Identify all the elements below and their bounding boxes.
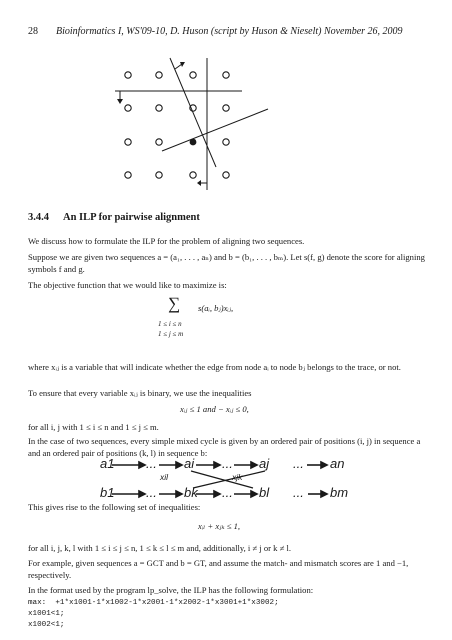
arrowhead [321, 491, 327, 497]
seq-b-node: b1 [100, 485, 115, 500]
grid-node [190, 72, 196, 78]
arrowhead [176, 462, 182, 468]
sum-condition: 1 ≤ j ≤ m [158, 330, 184, 338]
code-line: x1002<1; [28, 621, 65, 629]
objective-term: s(aᵢ, bⱼ)xᵢⱼ, [198, 303, 234, 313]
arrowhead [197, 180, 201, 186]
seq-a-node: an [330, 456, 345, 471]
code-line: max: +1*x1001-1*x1002-1*x2001-1*x2002-1*x3001+1*x3002; [28, 599, 279, 607]
seq-a-node: a1 [100, 456, 115, 471]
alignment-grid-figure [100, 55, 280, 195]
seq-a-node: ai [184, 456, 195, 471]
grid-node [125, 72, 131, 78]
grid-node [125, 105, 131, 111]
grid-node [156, 105, 162, 111]
arrowhead [176, 491, 182, 497]
running-header [28, 26, 403, 37]
cycle-arrows [95, 455, 355, 505]
paragraph: For example, given sequences a = GCT and b = GT, and assume the match- and mismatch scores are 1 and −1, respectively. [28, 558, 409, 580]
paragraph: Suppose we are given two sequences a = (a₁, . . . , aₙ) and b = (b₁, . . . , bₘ). Let s(f, g) denote the score for aligning symbols f and g. [28, 252, 425, 274]
diagonal-line-2 [162, 109, 268, 151]
seq-a-node: aj [259, 456, 270, 471]
binary-inequality: xᵢⱼ ≤ 1 and − xᵢⱼ ≤ 0, [180, 404, 249, 414]
seq-a-ellipsis: ... [293, 456, 304, 471]
edge-xil [191, 471, 253, 488]
seq-b-ellipsis: ... [222, 485, 233, 500]
paragraph: The objective function that we would like to maximize is: [28, 280, 227, 290]
arrowhead [117, 99, 123, 104]
seq-b-ellipsis: ... [146, 485, 157, 500]
grid-node [156, 139, 162, 145]
seq-b-ellipsis: ... [293, 485, 304, 500]
paragraph: where xᵢⱼ is a variable that will indicate whether the edge from node aᵢ to node bⱼ belongs to the trace, or not. [28, 362, 401, 372]
seq-b-node: bm [330, 485, 349, 500]
grid-node [125, 139, 131, 145]
grid-node [156, 172, 162, 178]
section-title: An ILP for pairwise alignment [63, 212, 200, 223]
seq-a-ellipsis: ... [146, 456, 157, 471]
code-line: x1001<1; [28, 610, 65, 618]
grid-node [125, 172, 131, 178]
paragraph: In the case of two sequences, every simple mixed cycle is given by an ordered pair of positions (i, j) in sequence a and an ordered pair of positions (k, l) in sequence b: [28, 436, 421, 458]
sum-symbol: ∑ [168, 294, 181, 313]
paragraph: To ensure that every variable xᵢⱼ is binary, we use the inequalities [28, 388, 252, 398]
arrowhead [214, 491, 220, 497]
seq-b-node: bl [259, 485, 270, 500]
arrowhead [321, 462, 327, 468]
arrowhead [251, 491, 257, 497]
running-title: Bioinformatics I, WS'09-10, D. Huson (script by Huson & Nieselt) November 26, 2009 [56, 26, 403, 37]
grid-node [156, 72, 162, 78]
page-number: 28 [28, 26, 38, 37]
paragraph: We discuss how to formulate the ILP for the problem of aligning two sequences. [28, 236, 305, 246]
section-number: 3.4.4 [28, 212, 49, 223]
paragraph: In the format used by the program lp_solve, the ILP has the following formulation: [28, 585, 314, 595]
grid-node [223, 139, 229, 145]
arrow-diagonal [175, 64, 182, 69]
paragraph: for all i, j, k, l with 1 ≤ i ≤ j ≤ n, 1 ≤ k ≤ l ≤ m and, additionally, i ≠ j or k ≠ l. [28, 543, 291, 553]
grid-node [223, 72, 229, 78]
paragraph: for all i, j with 1 ≤ i ≤ n and 1 ≤ j ≤ m. [28, 422, 159, 432]
arrowhead [139, 462, 145, 468]
seq-b-node: bk [184, 485, 198, 500]
section-heading [28, 212, 200, 223]
grid-node [190, 172, 196, 178]
sum-condition: 1 ≤ i ≤ n [158, 320, 182, 328]
arrowhead [139, 491, 145, 497]
arrowhead [251, 462, 257, 468]
seq-a-ellipsis: ... [222, 456, 233, 471]
cycle-inequality: xᵢₗ + xⱼₖ ≤ 1, [198, 521, 241, 531]
arrowhead [214, 462, 220, 468]
paragraph: This gives rise to the following set of inequalities: [28, 502, 201, 512]
grid-node [223, 105, 229, 111]
edge-label: xjk [232, 472, 243, 482]
edge-xjk [193, 471, 265, 488]
edge-label: xil [160, 472, 169, 482]
grid-node [223, 172, 229, 178]
